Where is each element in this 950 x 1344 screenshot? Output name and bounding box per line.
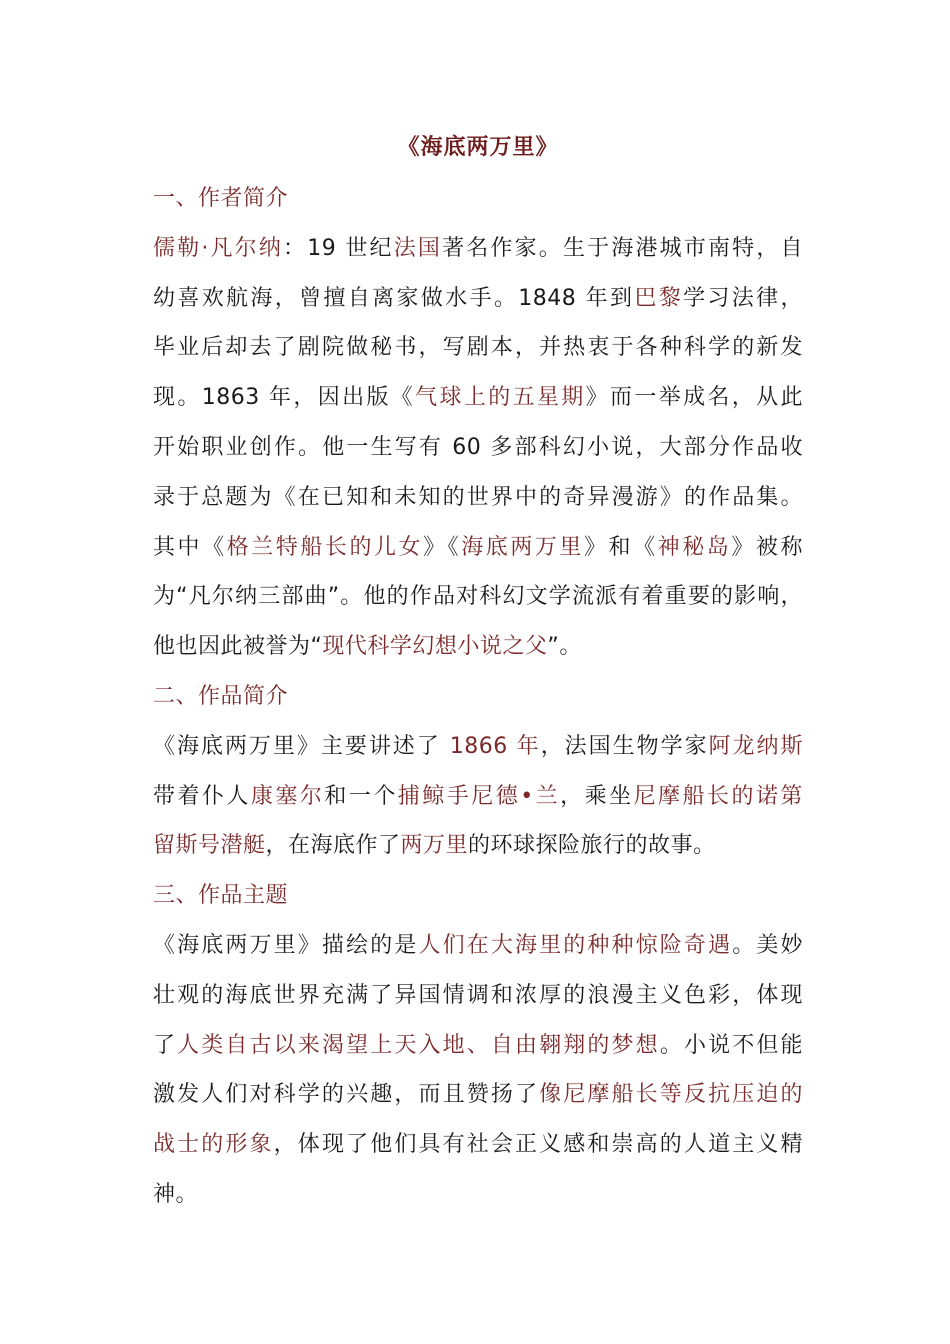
- text-span: 学习法律，: [683, 285, 803, 311]
- text-span: 其中《: [153, 534, 227, 560]
- paragraph-line: 壮观的海底世界充满了异国情调和浓厚的浪漫主义色彩，体现: [153, 982, 803, 1008]
- highlight-text: 留斯号潜艇: [153, 833, 266, 859]
- text-span: ”。: [547, 634, 582, 660]
- text-span: 现。1863 年，因出版《: [153, 385, 416, 411]
- highlight-text: 海底两万里: [461, 534, 584, 560]
- text-span: ，在海底作了: [265, 833, 401, 859]
- text-span: 带着仆人: [153, 783, 251, 809]
- text-span: 激发人们对科学的兴趣，而且赞扬了: [153, 1082, 540, 1108]
- paragraph-line: [153, 1021, 803, 1071]
- paragraph-line: [153, 274, 803, 324]
- paragraph-line: [153, 373, 803, 423]
- paragraph-line: [153, 523, 803, 573]
- paragraph-line: 开始职业创作。他一生写有 60 多部科幻小说，大部分作品收: [153, 434, 803, 460]
- highlight-text: 1866 年: [449, 733, 541, 759]
- document-title: 《海底两万里》: [397, 135, 559, 160]
- text-span: ，乘坐: [560, 783, 634, 809]
- paragraph-line: [153, 1070, 803, 1120]
- highlight-text: 神秘岛: [657, 534, 732, 560]
- text-span: 著名作家。生于海港城市南特，自: [442, 235, 803, 261]
- text-span: ，法国生物学家: [540, 733, 709, 759]
- text-span: ，体现了他们具有社会正义感和崇高的人道主义精: [273, 1132, 803, 1158]
- text-span: 的环球探险旅行的故事。: [468, 833, 716, 859]
- section-heading-theme: 三、作品主题: [153, 883, 289, 909]
- text-span: 》《: [423, 534, 462, 560]
- highlight-text: 现代科学幻想小说之父: [322, 634, 548, 660]
- section-heading-work: 二、作品简介: [153, 683, 289, 709]
- text-span: 》而一举成名，从此: [585, 385, 803, 411]
- paragraph-line: [153, 1120, 803, 1170]
- paragraph-line: [153, 821, 803, 871]
- highlight-text: 格兰特船长的儿女: [226, 534, 424, 560]
- section-heading-author: 一、作者简介: [153, 186, 289, 211]
- text-span: ：19 世纪: [283, 235, 394, 261]
- paragraph-line: [153, 921, 803, 971]
- text-span: 《海底两万里》主要讲述了: [153, 733, 450, 759]
- paragraph-line: [153, 622, 803, 672]
- paragraph-line: [153, 722, 803, 772]
- highlight-text: 捕鲸手尼德•兰: [397, 783, 561, 809]
- text-span: 了: [153, 1032, 178, 1058]
- highlight-text: 巴黎: [634, 285, 684, 311]
- paragraph-line: 为“凡尔纳三部曲”。他的作品对科幻文学流派有着重要的影响，: [153, 584, 803, 610]
- text-span: 》被称: [731, 534, 803, 560]
- text-span: 和一个: [324, 783, 398, 809]
- paragraph-line: 录于总题为《在已知和未知的世界中的奇异漫游》的作品集。: [153, 484, 803, 510]
- highlight-text: 两万里: [400, 833, 469, 859]
- highlight-text: 像尼摩船长等反抗压迫的: [539, 1082, 803, 1108]
- text-span: 幼喜欢航海，曾擅自离家做水手。1848 年到: [153, 285, 635, 311]
- paragraph-line: 毕业后却去了剧院做秘书，写剧本，并热衷于各种科学的新发: [153, 335, 803, 361]
- text-span: 。小说不但能: [659, 1032, 803, 1058]
- highlight-text: 人类自古以来渴望上天入地、自由翱翔的梦想: [177, 1032, 660, 1058]
- highlight-text: 战士的形象: [153, 1132, 274, 1158]
- paragraph-line: 神。: [153, 1181, 199, 1207]
- highlight-text: 人们在大海里的种种惊险奇遇: [418, 932, 733, 958]
- text-span: 。美妙: [732, 932, 803, 958]
- highlight-text: 阿龙纳斯: [708, 733, 803, 759]
- highlight-text: 儒勒·凡尔纳: [153, 235, 284, 261]
- paragraph-line: [153, 224, 803, 274]
- highlight-text: 尼摩船长的诺第: [633, 783, 803, 809]
- highlight-text: 气球上的五星期: [415, 385, 586, 411]
- paragraph-line: [153, 772, 803, 822]
- highlight-text: 康塞尔: [250, 783, 325, 809]
- highlight-text: 法国: [393, 235, 443, 261]
- text-span: 他也因此被誉为“: [153, 634, 323, 660]
- text-span: 》和《: [584, 534, 658, 560]
- document-page: [153, 122, 803, 1220]
- text-span: 《海底两万里》描绘的是: [153, 932, 419, 958]
